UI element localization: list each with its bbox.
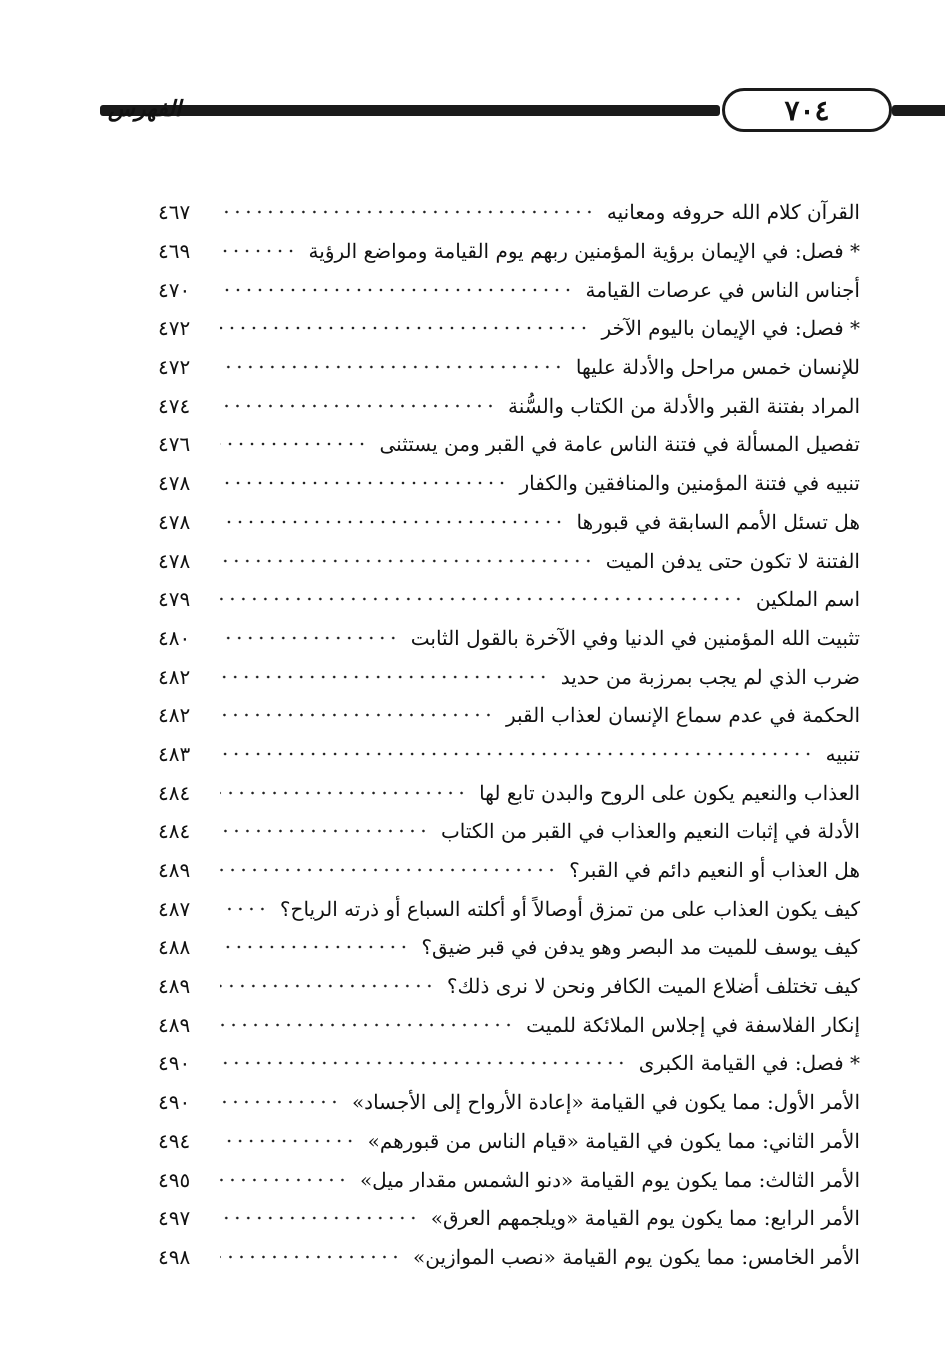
dot-leader: [220, 1169, 348, 1191]
toc-entry-page: ٤٧٨: [158, 509, 191, 534]
toc-entry-title: تنبيه: [825, 741, 860, 766]
dot-leader: [220, 1014, 514, 1036]
dot-leader: [220, 279, 573, 301]
toc-entry-title: كيف تختلف أضلاع الميت الكافر ونحن لا نرى ذلك؟: [446, 974, 860, 999]
toc-entry-title: العذاب والنعيم يكون على الروح والبدن تابع لها: [479, 780, 860, 805]
toc-entry-title: * فصل: في الإيمان باليوم الآخر: [601, 316, 860, 341]
toc-entry-title: تثبيت الله المؤمنين في الدنيا وفي الآخرة بالقول الثابت: [410, 625, 860, 650]
dot-leader: [220, 936, 409, 958]
dot-leader: [220, 395, 496, 417]
toc-entry: [158, 232, 860, 271]
toc-entry: [158, 812, 860, 851]
toc-entry-title: الأمر الثالث: مما يكون يوم القيامة «دنو الشمس مقدار ميل»: [359, 1167, 860, 1192]
toc-entry-page: ٤٧٠: [158, 277, 191, 302]
toc-entry-page: ٤٩٤: [158, 1128, 191, 1153]
toc-entry-page: ٤٩٠: [158, 1051, 191, 1076]
dot-leader: [220, 472, 508, 494]
toc-entry-page: ٤٨٠: [158, 625, 191, 650]
toc-entry: [158, 1083, 860, 1122]
toc-entry: [158, 270, 860, 309]
dot-leader: [220, 1052, 627, 1074]
toc-entry-page: ٤٧٦: [158, 432, 191, 457]
dot-leader: [220, 1207, 419, 1229]
toc-entry: [158, 1199, 860, 1238]
toc-entry: [158, 889, 860, 928]
toc-entry-title: تفصيل المسألة في فتنة الناس عامة في القبر ومن يستثنى: [379, 432, 860, 457]
toc-entry: [158, 619, 860, 658]
header-rule-right: [892, 105, 945, 116]
toc-entry-page: ٤٨٤: [158, 780, 191, 805]
toc-entry-title: للإنسان خمس مراحل والأدلة عليها: [575, 355, 860, 380]
dot-leader: [220, 356, 564, 378]
toc-entry-title: الفتنة لا تكون حتى يدفن الميت: [605, 548, 860, 573]
toc-entry-title: الأمر الأول: مما يكون في القيامة «إعادة الأرواح إلى الأجساد»: [351, 1090, 860, 1115]
toc-entry: [158, 580, 860, 619]
dot-leader: [220, 898, 268, 920]
toc-entry-page: ٤٨٤: [158, 819, 191, 844]
dot-leader: [220, 666, 549, 688]
toc-entry-title: القرآن كلام الله حروفه ومعانيه: [606, 200, 860, 225]
toc-entry: [158, 1160, 860, 1199]
toc-entry-title: الأدلة في إثبات النعيم والعذاب في القبر من الكتاب: [440, 819, 860, 844]
toc-entry: [158, 193, 860, 232]
toc-entry-page: ٤٩٠: [158, 1090, 191, 1115]
toc-entry-title: * فصل: في القيامة الكبرى: [638, 1051, 860, 1076]
toc-entry: [158, 1044, 860, 1083]
toc-entry-title: كيف يكون العذاب على من تمزق أوصالاً أو أكلته السباع أو ذرته الرياح؟: [279, 896, 860, 921]
dot-leader: [220, 859, 557, 881]
dot-leader: [220, 782, 467, 804]
toc-entry-page: ٤٦٧: [158, 200, 191, 225]
toc-entry-title: هل تسئل الأمم السابقة في قبورها: [576, 509, 860, 534]
toc-entry-page: ٤٩٥: [158, 1167, 191, 1192]
dot-leader: [220, 1246, 401, 1268]
toc-entry-title: هل العذاب أو النعيم دائم في القبر؟: [569, 858, 860, 883]
dot-leader: [220, 317, 589, 339]
toc-entry-page: ٤٧٢: [158, 355, 191, 380]
toc-entry-page: ٤٨٩: [158, 974, 191, 999]
toc-entry-title: الحكمة في عدم سماع الإنسان لعذاب القبر: [505, 703, 860, 728]
toc-entry-page: ٤٨٨: [158, 935, 191, 960]
toc-entry: [158, 851, 860, 890]
toc-entry-page: ٤٨٩: [158, 858, 191, 883]
toc-entry: [158, 541, 860, 580]
dot-leader: [220, 240, 297, 262]
toc-entry-page: ٤٩٨: [158, 1244, 191, 1269]
toc-entry-title: كيف يوسف للميت مد البصر وهو يدفن في قبر ضيق؟: [421, 935, 860, 960]
toc-entry-page: ٤٨٧: [158, 896, 191, 921]
toc-entry-title: اسم الملكين: [755, 587, 860, 612]
toc-entry-page: ٤٨٢: [158, 703, 191, 728]
page-number-badge: [722, 88, 892, 132]
toc-entry: [158, 967, 860, 1006]
dot-leader: [220, 975, 435, 997]
dot-leader: [220, 1091, 340, 1113]
toc-entry: [158, 464, 860, 503]
toc-entry: [158, 425, 860, 464]
toc-entry-page: ٤٩٧: [158, 1206, 191, 1231]
table-of-contents: [158, 193, 860, 1276]
toc-entry-page: ٤٧٢: [158, 316, 191, 341]
dot-leader: [220, 550, 594, 572]
dot-leader: [220, 511, 564, 533]
toc-entry: [158, 773, 860, 812]
dot-leader: [220, 201, 595, 223]
toc-entry-page: ٤٧٩: [158, 587, 191, 612]
dot-leader: [220, 588, 744, 610]
section-title: الفهرس: [108, 96, 182, 122]
toc-entry-page: ٤٨٣: [158, 741, 191, 766]
toc-entry-page: ٤٧٤: [158, 393, 191, 418]
toc-entry-title: ضرب الذي لم يجب بمرزبة من حديد: [560, 664, 860, 689]
toc-entry: [158, 928, 860, 967]
toc-entry-page: ٤٧٨: [158, 548, 191, 573]
dot-leader: [220, 627, 399, 649]
toc-entry-page: ٤٨٢: [158, 664, 191, 689]
dot-leader: [220, 820, 429, 842]
dot-leader: [220, 433, 368, 455]
toc-entry-title: * فصل: في الإيمان برؤية المؤمنين ربهم يوم القيامة ومواضع الرؤية: [308, 239, 860, 264]
toc-entry-page: ٤٨٩: [158, 1012, 191, 1037]
toc-entry-title: إنكار الفلاسفة في إجلاس الملائكة للميت: [526, 1012, 860, 1037]
toc-entry: [158, 735, 860, 774]
toc-entry-title: المراد بفتنة القبر والأدلة من الكتاب والسُّنة: [507, 393, 860, 418]
toc-entry: [158, 1238, 860, 1277]
toc-entry: [158, 386, 860, 425]
dot-leader: [220, 1130, 356, 1152]
dot-leader: [220, 704, 494, 726]
toc-entry: [158, 1122, 860, 1161]
toc-entry-title: الأمر الخامس: مما يكون يوم القيامة «نصب الموازين»: [412, 1244, 860, 1269]
toc-entry-title: أجناس الناس في عرصات القيامة: [585, 277, 860, 302]
toc-entry: [158, 503, 860, 542]
dot-leader: [220, 743, 814, 765]
toc-entry-page: ٤٧٨: [158, 471, 191, 496]
toc-entry: [158, 657, 860, 696]
toc-entry-title: الأمر الثاني: مما يكون في القيامة «قيام الناس من قبورهم»: [367, 1128, 860, 1153]
page-number: ٧٠٤: [784, 93, 830, 127]
toc-entry: [158, 1005, 860, 1044]
toc-entry: [158, 696, 860, 735]
toc-entry-title: تنبيه في فتنة المؤمنين والمنافقين والكفار: [519, 471, 860, 496]
toc-entry-title: الأمر الرابع: مما يكون يوم القيامة «ويلجمهم العرق»: [430, 1206, 860, 1231]
toc-entry-page: ٤٦٩: [158, 239, 191, 264]
toc-entry: [158, 348, 860, 387]
toc-entry: [158, 309, 860, 348]
